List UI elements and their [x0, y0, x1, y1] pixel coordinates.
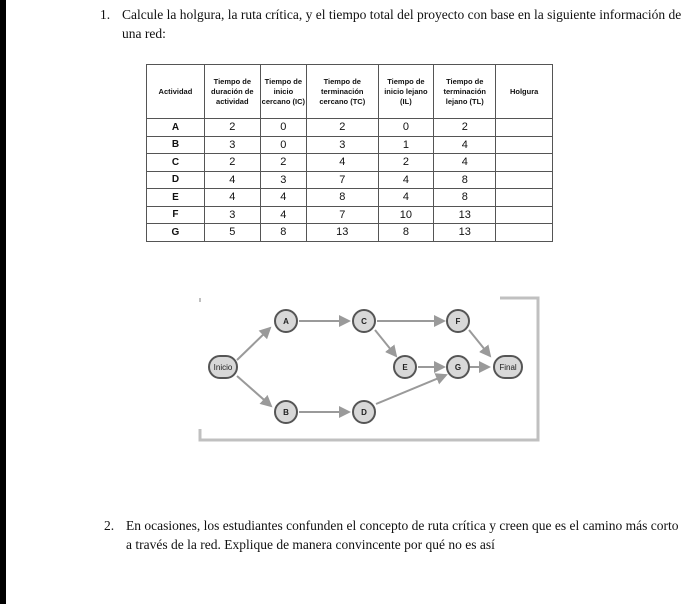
table-row	[147, 119, 553, 137]
cell-activity: C	[147, 154, 205, 172]
cell-tc: 4	[306, 154, 378, 172]
cell-holgura[interactable]	[496, 171, 553, 189]
table-row	[147, 171, 553, 189]
header-holgura: Holgura	[496, 65, 553, 119]
edge-c-e	[375, 330, 396, 356]
table-row	[147, 136, 553, 154]
page-edge	[0, 0, 6, 604]
cell-activity: F	[147, 206, 205, 224]
cell-tl: 8	[434, 189, 496, 207]
cell-tl: 4	[434, 154, 496, 172]
cell-il: 10	[378, 206, 434, 224]
cell-tc: 3	[306, 136, 378, 154]
node-f: F	[446, 309, 470, 333]
node-g: G	[446, 355, 470, 379]
table-row	[147, 224, 553, 242]
header-ic: Tiempo de inicio cercano (IC)	[260, 65, 306, 119]
question-1	[100, 5, 682, 43]
cell-duration: 4	[204, 189, 260, 207]
node-c: C	[352, 309, 376, 333]
cell-duration: 2	[204, 119, 260, 137]
table-header-row	[147, 65, 553, 119]
node-b: B	[274, 400, 298, 424]
cell-ic: 4	[260, 206, 306, 224]
cell-holgura[interactable]	[496, 119, 553, 137]
cell-activity: E	[147, 189, 205, 207]
activity-table	[146, 64, 553, 242]
cell-duration: 2	[204, 154, 260, 172]
cell-il: 4	[378, 189, 434, 207]
network-diagram	[195, 292, 545, 447]
cell-tc: 2	[306, 119, 378, 137]
table-row	[147, 206, 553, 224]
cell-tc: 7	[306, 171, 378, 189]
cell-tc: 13	[306, 224, 378, 242]
cell-il: 0	[378, 119, 434, 137]
node-final: Final	[493, 355, 523, 379]
cell-il: 1	[378, 136, 434, 154]
cell-ic: 2	[260, 154, 306, 172]
question-2-text: En ocasiones, los estudiantes confunden el concepto de ruta crítica y creen que es el camino más corto a través de la red. Explique de manera convincente por qué no es así	[126, 518, 679, 552]
cell-ic: 4	[260, 189, 306, 207]
cell-activity: B	[147, 136, 205, 154]
cell-activity: G	[147, 224, 205, 242]
cell-ic: 0	[260, 119, 306, 137]
cell-duration: 3	[204, 206, 260, 224]
cell-holgura[interactable]	[496, 189, 553, 207]
table-row	[147, 189, 553, 207]
cell-tl: 2	[434, 119, 496, 137]
node-d: D	[352, 400, 376, 424]
cell-tc: 7	[306, 206, 378, 224]
cell-holgura[interactable]	[496, 154, 553, 172]
header-tl: Tiempo de terminación lejano (TL)	[434, 65, 496, 119]
header-activity: Actividad	[147, 65, 205, 119]
cell-activity: D	[147, 171, 205, 189]
node-e: E	[393, 355, 417, 379]
node-inicio: Inicio	[208, 355, 238, 379]
node-a: A	[274, 309, 298, 333]
edge-d-g	[376, 375, 446, 404]
cell-ic: 3	[260, 171, 306, 189]
cell-tl: 13	[434, 224, 496, 242]
cell-duration: 4	[204, 171, 260, 189]
header-duration: Tiempo de duración de actividad	[204, 65, 260, 119]
cell-ic: 0	[260, 136, 306, 154]
cell-holgura[interactable]	[496, 206, 553, 224]
cell-tl: 13	[434, 206, 496, 224]
cell-tl: 4	[434, 136, 496, 154]
cell-holgura[interactable]	[496, 224, 553, 242]
question-1-number: 1.	[100, 7, 111, 22]
table-row	[147, 154, 553, 172]
cell-duration: 3	[204, 136, 260, 154]
edge-f-final	[469, 330, 490, 356]
cell-il: 8	[378, 224, 434, 242]
question-2-number: 2.	[104, 518, 115, 533]
cell-tc: 8	[306, 189, 378, 207]
header-tc: Tiempo de terminación cercano (TC)	[306, 65, 378, 119]
cell-tl: 8	[434, 171, 496, 189]
cell-holgura[interactable]	[496, 136, 553, 154]
question-1-text: Calcule la holgura, la ruta crítica, y el tiempo total del proyecto con base en la siguiente información de una red:	[122, 7, 682, 41]
cell-activity: A	[147, 119, 205, 137]
question-2	[104, 516, 686, 554]
cell-ic: 8	[260, 224, 306, 242]
edge-inicio-b	[237, 376, 271, 406]
cell-duration: 5	[204, 224, 260, 242]
header-il: Tiempo de inicio lejano (IL)	[378, 65, 434, 119]
cell-il: 4	[378, 171, 434, 189]
edge-inicio-a	[237, 328, 270, 360]
cell-il: 2	[378, 154, 434, 172]
